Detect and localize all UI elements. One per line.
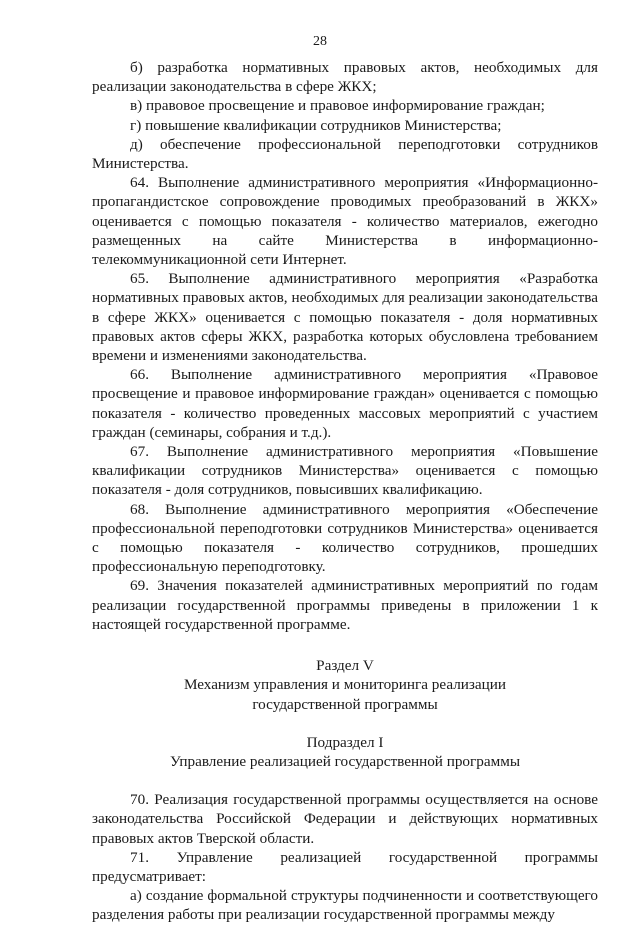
paragraph-71: 71. Управление реализацией государственной программы предусматривает: — [92, 848, 598, 885]
subsection-title: Управление реализацией государственной программы — [169, 752, 521, 770]
paragraph-66: 66. Выполнение административного мероприятия «Правовое просвещение и правовое информирование граждан» оценивается с помощью показателя - количество проведенных массовых мероприятий с участием граждан (семинары, собрания и т.д.). — [92, 366, 598, 441]
paragraph-69: 69. Значения показателей административных мероприятий по годам реализации государственной программы приведены в приложении 1 к настоящей государственной программе. — [92, 577, 598, 633]
paragraph-item-g: г) повышение квалификации сотрудников Министерства; — [130, 116, 502, 134]
paragraph-item-v: в) правовое просвещение и правовое информирование граждан; — [130, 97, 545, 115]
page-number: 28 — [313, 34, 327, 49]
section-title-line2: государственной программы — [252, 695, 438, 713]
paragraph-item-a: а) создание формальной структуры подчиненности и соответствующего разделения работы при реализации государственной программы между — [92, 887, 598, 924]
section-title-line1: Механизм управления и мониторинга реализации — [183, 676, 507, 694]
paragraph-64: 64. Выполнение административного мероприятия «Информационно-пропагандистское сопровождение проводимых преобразований в ЖКХ» оценивается с помощью показателя - количество материалов, ежегодно размещенных на сайте Министерства в информационно-телекоммуникационной сети Интернет. — [92, 174, 598, 269]
paragraph-65: 65. Выполнение административного мероприятия «Разработка нормативных правовых актов, необходимых для реализации законодательства в сфере ЖКХ» оценивается с помощью показателя - доля нормативных правовых актов сферы ЖКХ, разработка которых обусловлена требованием времени и изменениями законодательства. — [92, 270, 598, 365]
paragraph-67: 67. Выполнение административного мероприятия «Повышение квалификации сотрудников Министерства» оценивается с помощью показателя - доля сотрудников, повысивших квалификацию. — [92, 443, 598, 499]
paragraph-item-b: б) разработка нормативных правовых актов, необходимых для реализации законодательства в сфере ЖКХ; — [92, 59, 598, 96]
paragraph-68: 68. Выполнение административного мероприятия «Обеспечение профессиональной переподготовки сотрудников Министерства» оценивается с помощью показателя - количество сотрудников, прошедших профессиональную переподготовку. — [92, 500, 598, 576]
paragraph-item-d: д) обеспечение профессиональной переподготовки сотрудников Министерства. — [92, 135, 598, 173]
document-body — [92, 58, 598, 925]
section-label: Раздел V — [316, 657, 374, 675]
paragraph-70: 70. Реализация государственной программы осуществляется на основе законодательства Российской Федерации и действующих нормативных правовых актов Тверской области. — [92, 791, 598, 847]
subsection-label: Подраздел I — [306, 733, 384, 751]
